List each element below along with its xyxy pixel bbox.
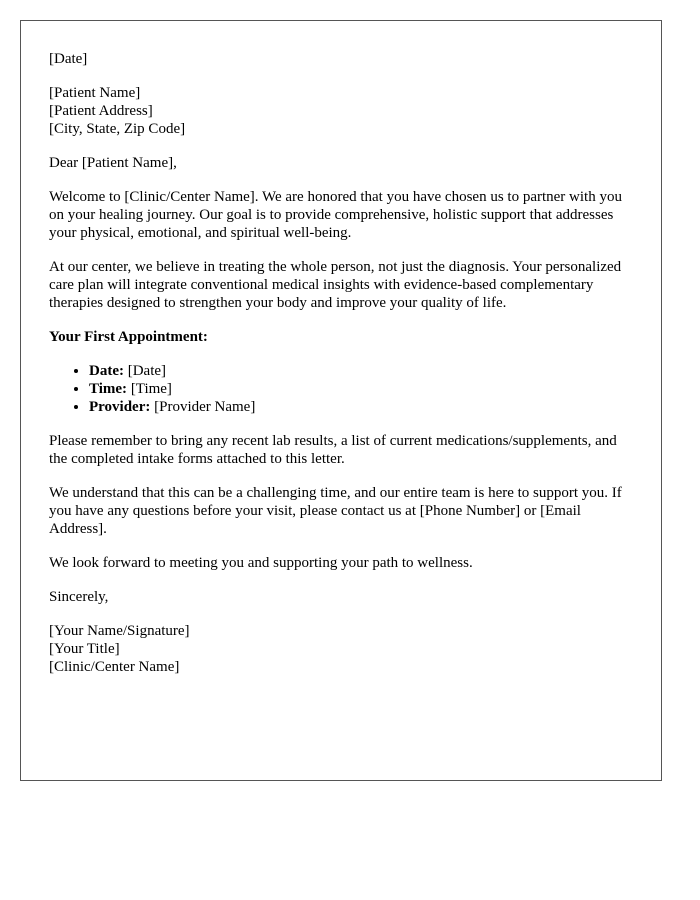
appointment-time-value: [Time] [127,381,172,397]
paragraph-look-forward: We look forward to meeting you and supporting your path to wellness. [49,555,473,571]
recipient-name: [Patient Name] [49,85,141,101]
paragraph-bring-items: Please remember to bring any recent lab results, a list of current medications/supplements, and the completed intake forms attached to this letter. [49,433,617,467]
appointment-date-value: [Date] [123,363,167,379]
appointment-heading: Your First Appointment: [49,329,208,345]
paragraph-support: We understand that this can be a challenging time, and our entire team is here to support you. If you have any questions before your visit, please contact us at [Phone Number] or [Email Address]. [49,485,622,537]
paragraph-welcome: Welcome to [Clinic/Center Name]. We are honored that you have chosen us to partner with you on your healing journey. Our goal is to provide comprehensive, holistic support that addresses your physical, emotional, and spiritual well-being. [49,189,622,241]
appointment-provider-item [89,398,633,416]
signature-block [49,622,633,676]
salutation: Dear [Patient Name], [49,155,177,171]
appointment-details-list [49,362,633,416]
appointment-time-item [89,380,633,398]
signature-title: [Your Title] [49,641,120,657]
letter-page [20,20,662,781]
appointment-time-label: Time: [89,381,128,397]
signature-name: [Your Name/Signature] [49,623,190,639]
recipient-city-line: [City, State, Zip Code] [49,121,186,137]
recipient-address: [Patient Address] [49,103,153,119]
appointment-provider-value: [Provider Name] [150,399,256,415]
signature-clinic: [Clinic/Center Name] [49,659,180,675]
letter-date: [Date] [49,51,88,67]
paragraph-care-plan: At our center, we believe in treating the whole person, not just the diagnosis. Your personalized care plan will integrate conventional medical insights with evidence-based complementary therapies designed to strengthen your body and improve your quality of life. [49,259,622,311]
recipient-address-block [49,84,633,138]
appointment-provider-label: Provider: [89,399,151,415]
appointment-date-label: Date: [89,363,124,379]
closing: Sincerely, [49,589,109,605]
appointment-date-item [89,362,633,380]
